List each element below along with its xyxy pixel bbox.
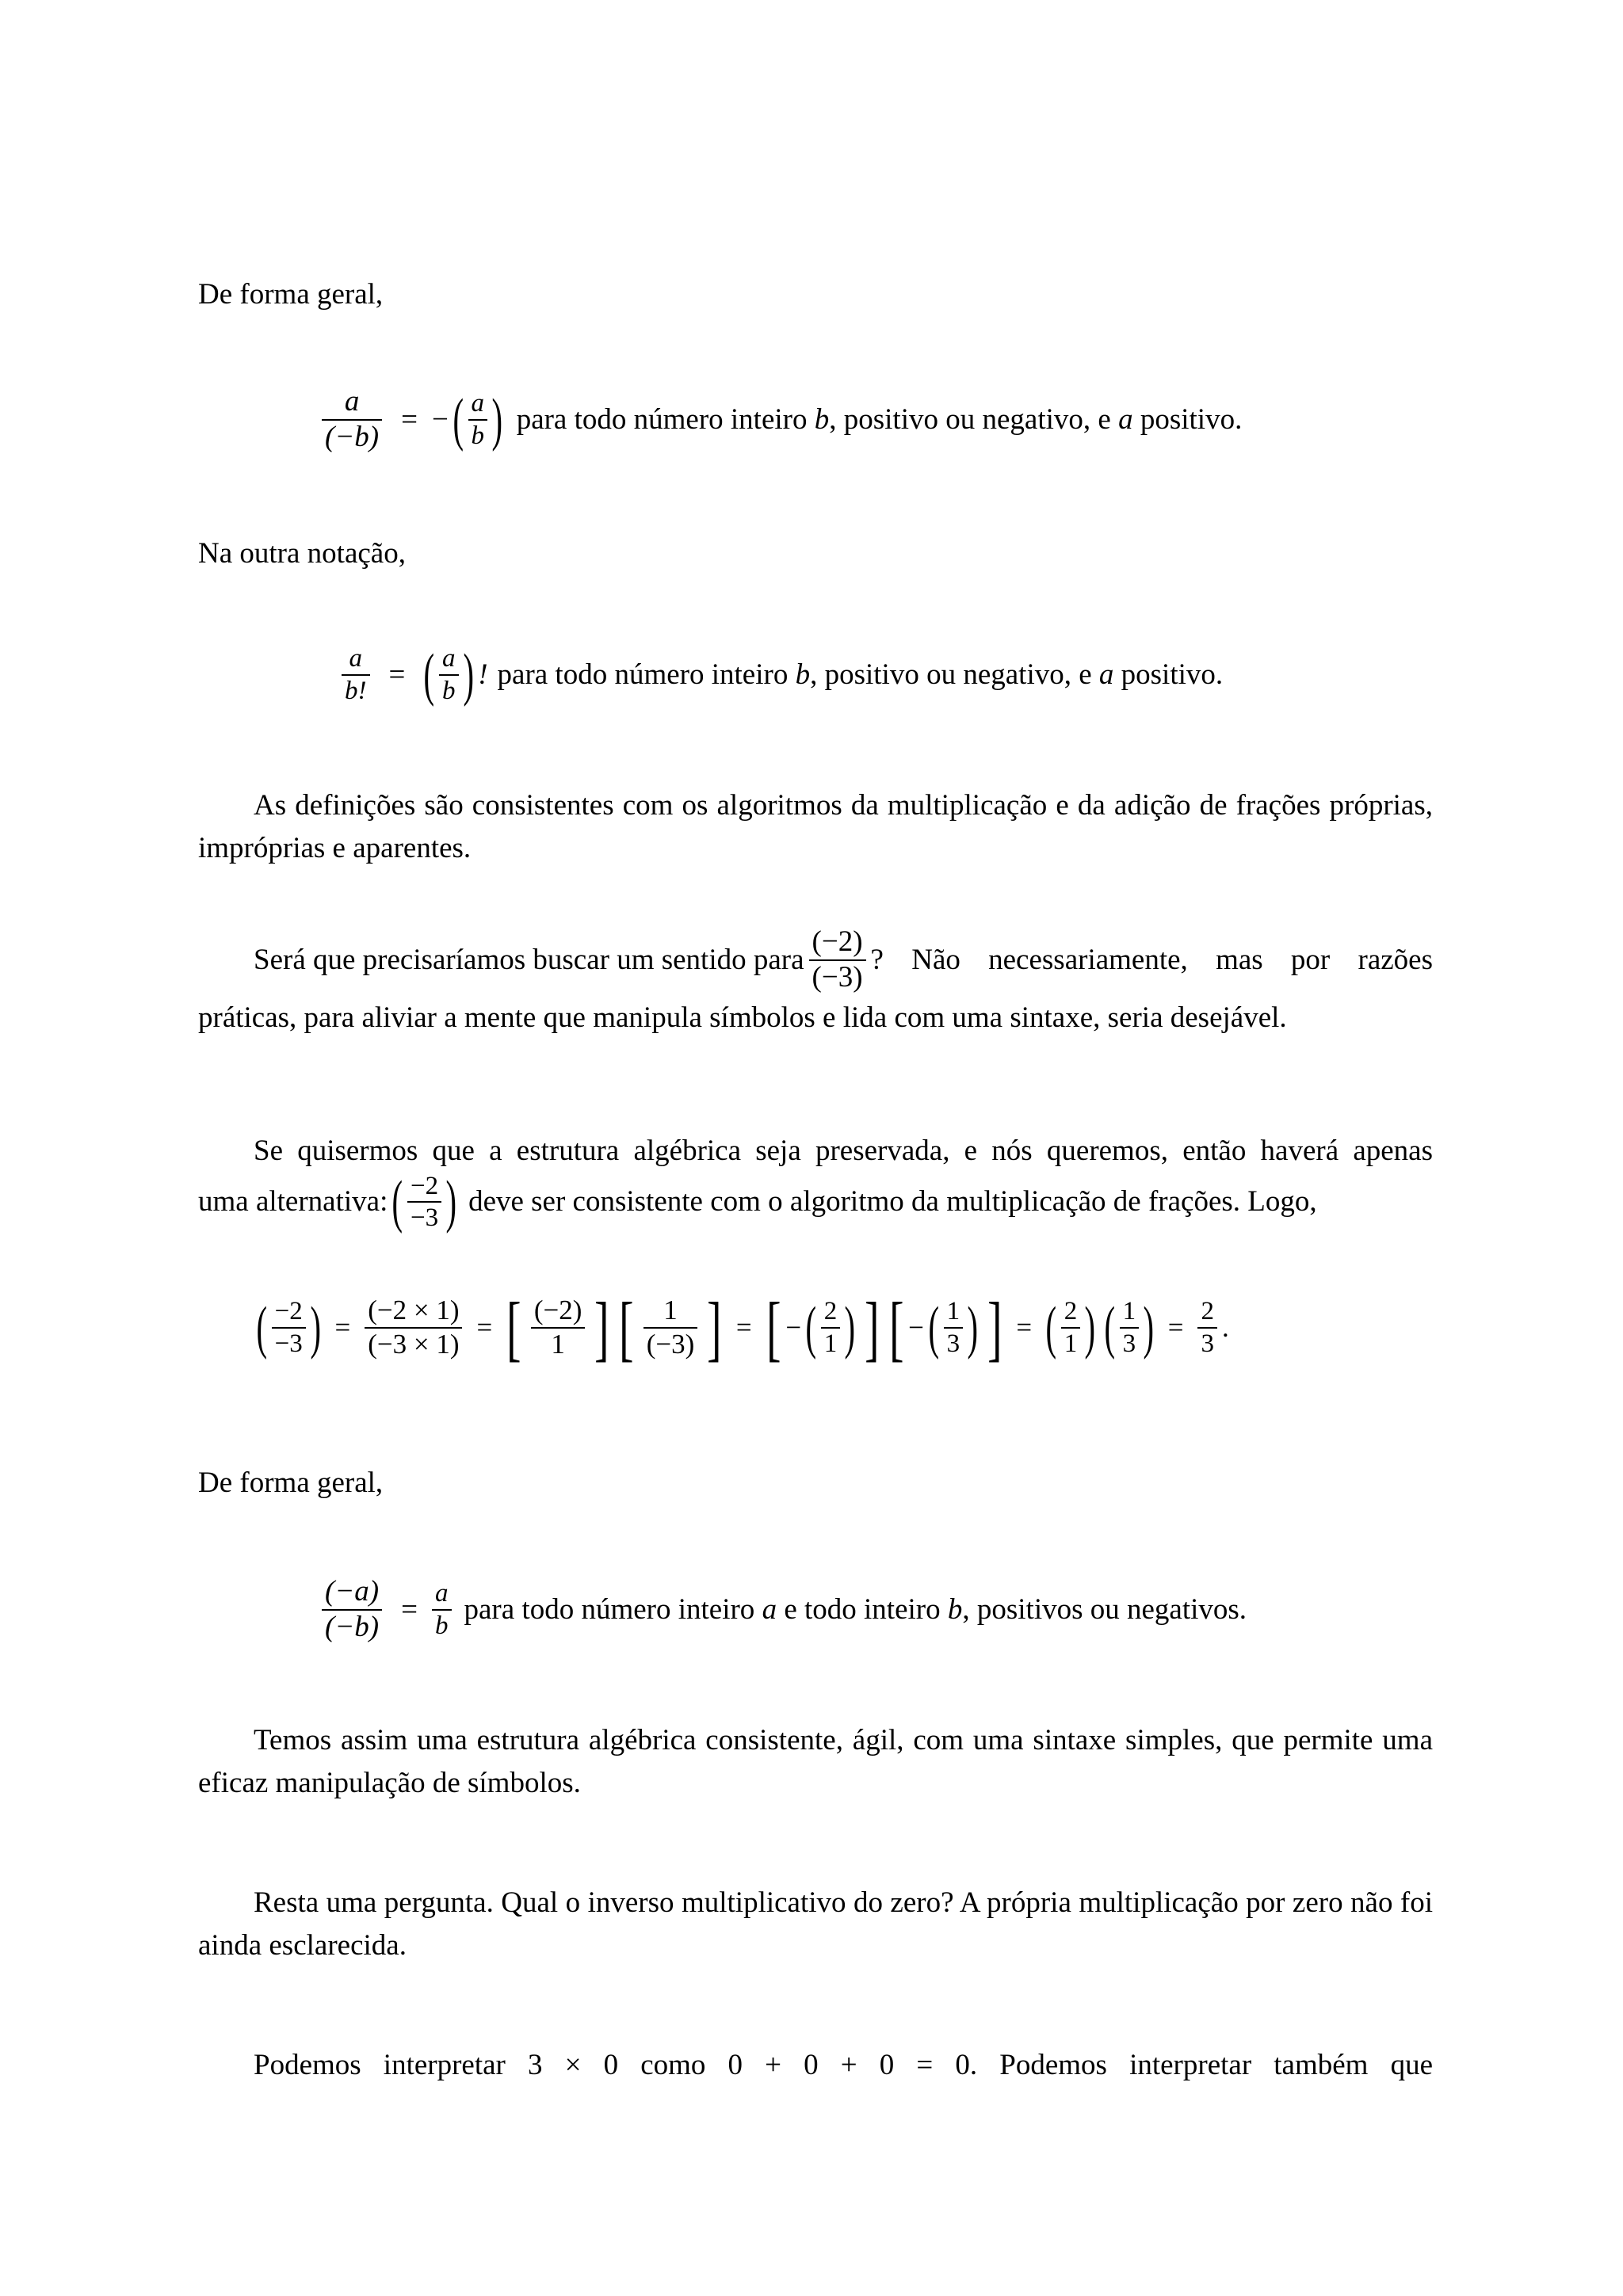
paragraph-line: Se quisermos que a estrutura algébrica seja preservada, e nós queremos, então haverá apenas	[254, 1135, 1433, 1167]
fraction-numerator: (−2)	[533, 1295, 582, 1326]
fraction-t9	[1197, 1298, 1217, 1357]
paragraph-text: Será que precisaríamos buscar um sentido para	[254, 944, 804, 977]
paragraph-line	[198, 927, 1433, 994]
left-paren: (	[1045, 1295, 1057, 1360]
right-paren: )	[445, 1169, 457, 1235]
fraction-a-over-b	[468, 390, 488, 449]
fraction-bar	[1061, 1327, 1081, 1329]
fraction-numerator: 2	[823, 1297, 838, 1326]
variable-a: a	[1098, 658, 1114, 691]
fraction-denominator: 1	[823, 1329, 838, 1358]
fraction-bar	[407, 1201, 441, 1203]
paragraph-de-forma-geral-2: De forma geral,	[198, 1466, 384, 1499]
fraction-denominator: b	[471, 421, 485, 450]
equals-sign: =	[1167, 1311, 1184, 1343]
fraction-denominator: −3	[274, 1329, 303, 1358]
fraction-denominator: b	[442, 676, 456, 705]
fraction-bar	[944, 1327, 964, 1329]
variable-a: a	[762, 1593, 777, 1627]
paragraph-text: uma alternativa:	[198, 1185, 388, 1219]
fraction-numerator: −2	[411, 1171, 439, 1200]
formula-chain	[252, 1287, 1229, 1368]
left-paren: (	[805, 1295, 817, 1360]
condition-text: , positivo ou negativo, e	[810, 658, 1099, 691]
right-paren: )	[844, 1295, 856, 1360]
equals-sign: =	[334, 1311, 351, 1343]
paragraph-podemos-interpretar: Podemos interpretar 3 × 0 como 0 + 0 + 0 = 0. Podemos interpretar também que	[254, 2049, 1433, 2081]
fraction-bar	[342, 674, 370, 676]
right-paren: )	[310, 1295, 321, 1360]
fraction-t4	[643, 1296, 698, 1360]
paragraph-line	[198, 1169, 1433, 1235]
fraction-numerator: 2	[1201, 1297, 1214, 1326]
fraction-numerator: a	[471, 389, 485, 418]
formula-condition	[517, 399, 1243, 441]
left-paren: (	[256, 1295, 268, 1360]
paragraph-text: deve ser consistente com o algoritmo da multiplicação de frações. Logo,	[460, 1185, 1317, 1219]
fraction-denominator: (−b)	[325, 1610, 380, 1643]
right-bracket: ]	[987, 1287, 1002, 1368]
fraction-t7	[1061, 1298, 1081, 1357]
right-paren: )	[967, 1295, 979, 1360]
fraction-denominator: (−3 × 1)	[368, 1329, 460, 1360]
left-bracket: [	[888, 1287, 904, 1368]
condition-text: positivo.	[1132, 403, 1243, 437]
condition-text: para todo número inteiro	[516, 403, 815, 437]
fraction-t8	[1120, 1298, 1140, 1357]
paragraph-resta-uma-pergunta: Resta uma pergunta. Qual o inverso multiplicativo do zero? A própria multiplicação por zero não foi ainda esclarecida.	[198, 1886, 1433, 1962]
fraction-bar	[272, 1327, 306, 1329]
fraction-denominator: −3	[411, 1203, 439, 1233]
fraction-denominator: 1	[1064, 1329, 1078, 1358]
fraction-t3	[531, 1296, 586, 1360]
fraction-a-over-b	[439, 645, 459, 704]
formula-condition	[464, 1589, 1247, 1631]
fraction-t2	[365, 1296, 462, 1360]
left-bracket: [	[619, 1287, 634, 1368]
fraction-bar	[1197, 1327, 1217, 1329]
condition-text: e todo inteiro	[777, 1593, 948, 1627]
fraction-bar	[821, 1327, 841, 1329]
period: .	[1221, 1311, 1229, 1343]
left-paren: (	[1104, 1295, 1116, 1360]
fraction-t6	[944, 1298, 964, 1357]
fraction-a-over-b	[432, 1580, 452, 1639]
right-bracket: ]	[707, 1287, 722, 1368]
left-paren: (	[423, 642, 435, 707]
fraction-denominator: b	[435, 1611, 449, 1640]
formula-double-negative	[317, 1577, 1247, 1643]
fraction-t1	[272, 1298, 306, 1357]
paragraph-se-quisermos	[198, 1130, 1433, 1235]
paragraph-line: práticas, para aliviar a mente que manipula símbolos e lida com uma sintaxe, seria desejável.	[198, 1001, 1287, 1034]
fraction-numerator: 2	[1064, 1297, 1078, 1326]
fraction-numerator: 1	[663, 1295, 678, 1326]
fraction-a-over-neg-b	[322, 387, 382, 453]
right-paren: )	[491, 387, 503, 452]
paragraph-sera-que-precisariamos	[198, 927, 1433, 1039]
left-bracket: [	[506, 1287, 521, 1368]
fraction-numerator: a	[349, 644, 362, 673]
fraction-denominator: 1	[551, 1329, 565, 1360]
fraction-numerator: (−a)	[325, 1575, 380, 1608]
fraction-denominator: 3	[1122, 1329, 1136, 1358]
fraction-neg2-over-neg3	[809, 927, 866, 994]
condition-text: para todo número inteiro	[464, 1593, 762, 1627]
fraction-numerator: a	[435, 1579, 449, 1608]
right-bracket: ]	[594, 1287, 609, 1368]
left-paren: (	[928, 1295, 940, 1360]
equals-sign: =	[735, 1311, 752, 1343]
fraction-numerator: (−2)	[812, 925, 863, 958]
fraction-denominator: b!	[345, 676, 367, 705]
formula-factorial-notation	[337, 642, 1224, 707]
fraction-t5	[821, 1298, 841, 1357]
minus-sign: −	[432, 403, 449, 437]
condition-text: , positivos ou negativos.	[962, 1593, 1247, 1627]
left-paren: (	[453, 387, 464, 452]
fraction-numerator: 1	[1122, 1297, 1136, 1326]
fraction-bar	[432, 1609, 452, 1611]
equals-sign: =	[401, 1593, 418, 1627]
fraction-bar	[439, 674, 459, 676]
condition-text: , positivo ou negativo, e	[829, 403, 1119, 437]
paragraph-temos-assim: Temos assim uma estrutura algébrica consistente, ágil, com uma sintaxe simples, que permite uma eficaz manipulação de símbolos.	[198, 1724, 1433, 1799]
variable-a: a	[1118, 403, 1133, 437]
fraction-denominator: 3	[1201, 1329, 1214, 1358]
fraction-numerator: −2	[274, 1297, 303, 1326]
variable-b: b	[814, 403, 830, 437]
equals-sign: =	[388, 658, 406, 691]
left-bracket: [	[766, 1287, 781, 1368]
fraction-numerator: a	[344, 385, 360, 418]
minus-sign: −	[908, 1311, 924, 1343]
variable-b: b	[795, 658, 811, 691]
paragraph-na-outra-notacao: Na outra notação,	[198, 537, 406, 570]
fraction-numerator: a	[442, 644, 456, 673]
fraction-denominator: 3	[946, 1329, 960, 1358]
equals-sign: =	[1016, 1311, 1033, 1343]
fraction-numerator: (−2 × 1)	[368, 1295, 460, 1326]
fraction-denominator: (−b)	[325, 420, 380, 453]
paragraph-text: ? Não necessariamente, mas por razões	[870, 944, 1433, 977]
fraction-denominator: (−3)	[646, 1329, 695, 1360]
variable-b: b	[947, 1593, 963, 1627]
equals-sign: =	[401, 403, 418, 437]
formula-negative-denominator	[317, 387, 1242, 453]
right-paren: )	[1084, 1295, 1096, 1360]
condition-text: para todo número inteiro	[497, 658, 796, 691]
paragraph-de-forma-geral-1: De forma geral,	[198, 278, 384, 311]
right-paren: )	[1143, 1295, 1155, 1360]
fraction-denominator: (−3)	[812, 960, 863, 994]
fraction-bar	[468, 419, 488, 421]
minus-sign: −	[785, 1311, 802, 1343]
fraction-bar	[1120, 1327, 1140, 1329]
formula-condition	[498, 654, 1224, 696]
right-bracket: ]	[865, 1287, 880, 1368]
fraction-neg-a-over-neg-b	[322, 1577, 382, 1643]
fraction-a-over-b-bang	[342, 645, 370, 704]
fraction-neg2-over-neg3	[407, 1173, 441, 1232]
right-paren: )	[463, 642, 474, 707]
paragraph-definicoes-consistentes: As definições são consistentes com os algoritmos da multiplicação e da adição de frações próprias, impróprias e aparentes.	[198, 789, 1433, 864]
fraction-numerator: 1	[946, 1297, 960, 1326]
equals-sign: =	[476, 1311, 493, 1343]
bang-symbol: !	[478, 658, 488, 691]
left-paren: (	[391, 1169, 403, 1235]
condition-text: positivo.	[1113, 658, 1224, 691]
